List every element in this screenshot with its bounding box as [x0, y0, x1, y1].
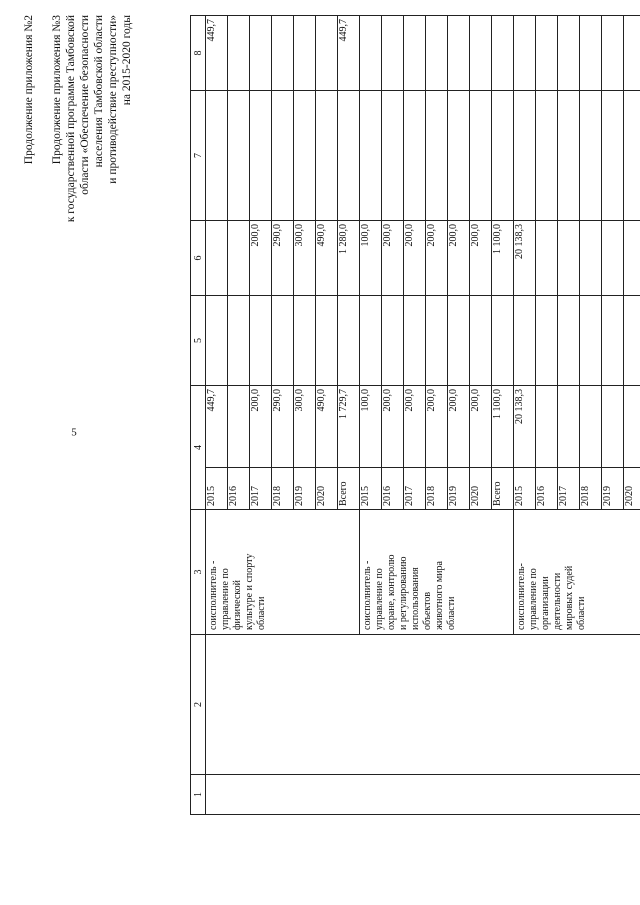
value-cell-c7	[360, 91, 382, 221]
value-cell-c5	[206, 296, 228, 386]
value-cell-c6: 200,0	[404, 221, 426, 296]
column-number: 5	[191, 296, 206, 386]
value-cell-c6	[558, 221, 580, 296]
value-cell-c4: 200,0	[448, 386, 470, 468]
value-cell-c6: 290,0	[272, 221, 294, 296]
value-cell-c6	[206, 221, 228, 296]
executor-line: области	[446, 596, 457, 630]
column-number-row	[191, 16, 206, 815]
year-cell: 2019	[602, 468, 624, 510]
value-cell-c4: 20 138,3	[514, 386, 536, 468]
value-cell-c6	[228, 221, 250, 296]
value-cell-c5	[360, 296, 382, 386]
column-number: 4	[191, 386, 206, 510]
header-line: области «Обеспечение безопасности	[79, 15, 91, 195]
value-cell-c4	[624, 386, 640, 468]
executor-line: животного мира	[434, 561, 445, 630]
value-cell-c7	[382, 91, 404, 221]
value-cell-c8	[448, 16, 470, 91]
value-cell-c7	[206, 91, 228, 221]
value-cell-c7	[250, 91, 272, 221]
year-cell: 2016	[228, 468, 250, 510]
column-number: 3	[191, 510, 206, 635]
value-cell-c4: 200,0	[426, 386, 448, 468]
value-cell-c7	[514, 91, 536, 221]
value-cell-c6: 20 138,3	[514, 221, 536, 296]
value-cell-c5	[448, 296, 470, 386]
executor-cell	[360, 510, 514, 635]
value-cell-c7	[272, 91, 294, 221]
value-cell-c4	[558, 386, 580, 468]
column-number: 2	[191, 635, 206, 775]
year-cell: 2015	[514, 468, 536, 510]
year-cell: 2018	[426, 468, 448, 510]
year-cell: Всего	[492, 468, 514, 510]
value-cell-c6: 1 100,0	[492, 221, 514, 296]
column-number: 1	[191, 775, 206, 815]
year-cell: 2020	[624, 468, 640, 510]
value-cell-c4: 200,0	[382, 386, 404, 468]
value-cell-c5	[272, 296, 294, 386]
executor-cell	[514, 510, 640, 635]
value-cell-c6: 200,0	[382, 221, 404, 296]
value-cell-c5	[338, 296, 360, 386]
executor-line: использования	[410, 567, 421, 630]
value-cell-c7	[426, 91, 448, 221]
value-cell-c8: 449,7	[206, 16, 228, 91]
value-cell-c7	[536, 91, 558, 221]
header-line: на 2015-2020 годы	[121, 15, 133, 106]
value-cell-c6	[536, 221, 558, 296]
appendix-header	[22, 15, 134, 385]
year-cell: 2016	[382, 468, 404, 510]
value-cell-c5	[294, 296, 316, 386]
value-cell-c4: 200,0	[470, 386, 492, 468]
value-cell-c4: 490,0	[316, 386, 338, 468]
executor-line: соисполнитель-	[516, 563, 527, 630]
value-cell-c8	[580, 16, 602, 91]
value-cell-c8	[536, 16, 558, 91]
column-1-cell	[206, 775, 640, 815]
value-cell-c7	[602, 91, 624, 221]
value-cell-c4: 290,0	[272, 386, 294, 468]
value-cell-c8	[272, 16, 294, 91]
value-cell-c8	[602, 16, 624, 91]
value-cell-c8	[558, 16, 580, 91]
value-cell-c5	[536, 296, 558, 386]
executor-line: соисполнитель -	[208, 560, 219, 630]
header-line: Продолжение приложения №3	[51, 15, 63, 165]
value-cell-c5	[470, 296, 492, 386]
value-cell-c5	[624, 296, 640, 386]
year-cell: 2019	[448, 468, 470, 510]
value-cell-c7	[470, 91, 492, 221]
value-cell-c6	[602, 221, 624, 296]
value-cell-c5	[558, 296, 580, 386]
value-cell-c8	[228, 16, 250, 91]
value-cell-c8	[514, 16, 536, 91]
year-cell: 2017	[250, 468, 272, 510]
value-cell-c8: 449,7	[338, 16, 360, 91]
value-cell-c8	[250, 16, 272, 91]
value-cell-c4: 200,0	[404, 386, 426, 468]
value-cell-c7	[558, 91, 580, 221]
value-cell-c4	[602, 386, 624, 468]
value-cell-c5	[228, 296, 250, 386]
header-line: к государственной программе Тамбовской	[65, 15, 77, 223]
value-cell-c4: 200,0	[250, 386, 272, 468]
value-cell-c4	[580, 386, 602, 468]
executor-line: охране, контролю	[386, 554, 397, 630]
value-cell-c7	[338, 91, 360, 221]
value-cell-c5	[426, 296, 448, 386]
header-gap	[36, 15, 50, 385]
year-cell: 2020	[470, 468, 492, 510]
value-cell-c7	[294, 91, 316, 221]
year-cell: 2020	[316, 468, 338, 510]
executor-line: управление по	[374, 568, 385, 630]
year-cell: 2017	[404, 468, 426, 510]
value-cell-c5	[580, 296, 602, 386]
executor-line: соисполнитель -	[362, 560, 373, 630]
header-line: Продолжение приложения №2	[23, 15, 35, 165]
value-cell-c6: 200,0	[250, 221, 272, 296]
year-cell: 2017	[558, 468, 580, 510]
value-cell-c5	[316, 296, 338, 386]
page-number: 5	[71, 426, 77, 439]
year-cell: 2019	[294, 468, 316, 510]
year-cell: 2018	[580, 468, 602, 510]
executor-line: мировых судей	[564, 565, 575, 630]
value-cell-c5	[250, 296, 272, 386]
value-cell-c7	[404, 91, 426, 221]
value-cell-c6: 200,0	[470, 221, 492, 296]
executor-line: объектов	[422, 591, 433, 630]
value-cell-c5	[404, 296, 426, 386]
value-cell-c8	[294, 16, 316, 91]
value-cell-c7	[580, 91, 602, 221]
value-cell-c8	[426, 16, 448, 91]
value-cell-c8	[316, 16, 338, 91]
header-line: и противодействие преступности»	[107, 15, 119, 184]
value-cell-c7	[448, 91, 470, 221]
value-cell-c4: 300,0	[294, 386, 316, 468]
value-cell-c6: 200,0	[426, 221, 448, 296]
executor-line: организации	[540, 576, 551, 630]
column-number: 7	[191, 91, 206, 221]
value-cell-c7	[316, 91, 338, 221]
header-line: населения Тамбовской области	[93, 15, 105, 168]
executor-line: физической	[232, 580, 243, 630]
value-cell-c8	[470, 16, 492, 91]
year-cell: 2018	[272, 468, 294, 510]
value-cell-c4	[536, 386, 558, 468]
value-cell-c6: 300,0	[294, 221, 316, 296]
value-cell-c8	[360, 16, 382, 91]
column-2-cell	[206, 635, 640, 775]
value-cell-c7	[228, 91, 250, 221]
value-cell-c8	[624, 16, 640, 91]
value-cell-c4: 1 100,0	[492, 386, 514, 468]
value-cell-c4	[228, 386, 250, 468]
value-cell-c5	[514, 296, 536, 386]
executor-line: и регулированию	[398, 556, 409, 630]
value-cell-c6: 200,0	[448, 221, 470, 296]
value-cell-c6	[580, 221, 602, 296]
value-cell-c8	[492, 16, 514, 91]
value-cell-c5	[382, 296, 404, 386]
executor-line: управление по	[220, 568, 231, 630]
executor-line: управление по	[528, 568, 539, 630]
year-cell: 2015	[206, 468, 228, 510]
executor-line: культуре и спорту	[244, 553, 255, 630]
value-cell-c6: 490,0	[316, 221, 338, 296]
value-cell-c8	[382, 16, 404, 91]
executor-line: области	[256, 596, 267, 630]
column-number: 8	[191, 16, 206, 91]
value-cell-c4: 449,7	[206, 386, 228, 468]
year-cell: 2016	[536, 468, 558, 510]
value-cell-c7	[624, 91, 640, 221]
value-cell-c5	[492, 296, 514, 386]
value-cell-c6: 100,0	[360, 221, 382, 296]
value-cell-c6: 1 280,0	[338, 221, 360, 296]
executor-line: области	[576, 596, 587, 630]
value-cell-c4: 100,0	[360, 386, 382, 468]
value-cell-c6	[624, 221, 640, 296]
table-row	[206, 16, 228, 815]
year-cell: 2015	[360, 468, 382, 510]
funding-table	[190, 15, 640, 815]
value-cell-c5	[602, 296, 624, 386]
executor-line: деятельности	[552, 572, 563, 630]
value-cell-c7	[492, 91, 514, 221]
value-cell-c8	[404, 16, 426, 91]
year-cell: Всего	[338, 468, 360, 510]
value-cell-c4: 1 729,7	[338, 386, 360, 468]
column-number: 6	[191, 221, 206, 296]
executor-cell	[206, 510, 360, 635]
